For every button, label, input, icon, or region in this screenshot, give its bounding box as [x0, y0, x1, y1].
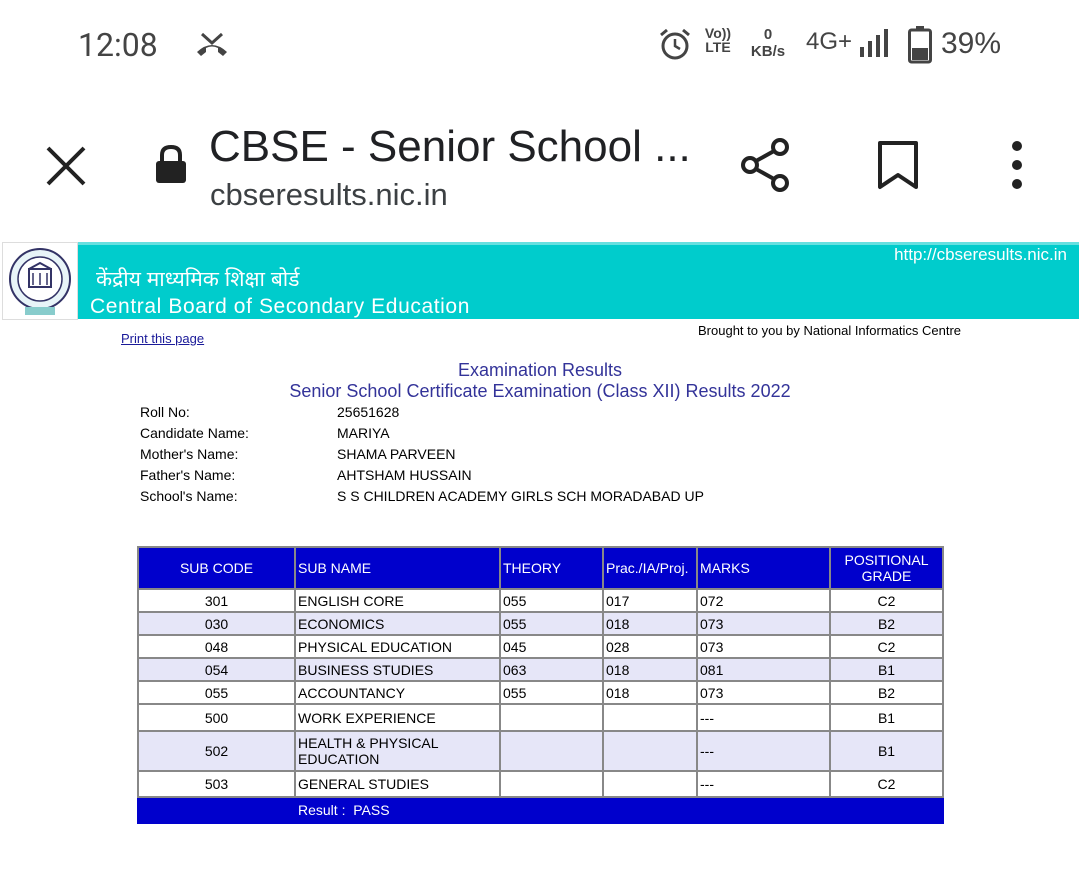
header-sub-name: SUB NAME — [295, 547, 500, 589]
result-label: Result : — [298, 802, 346, 818]
sub-name-cell: PHYSICAL EDUCATION — [295, 635, 500, 658]
header-band — [78, 242, 1079, 319]
network-type: 4G+ — [806, 28, 853, 55]
volte-bottom-text: LTE — [705, 39, 731, 55]
sub-name-cell: BUSINESS STUDIES — [295, 658, 500, 681]
marks-cell: 073 — [697, 612, 830, 635]
header-url[interactable]: http://cbseresults.nic.in — [894, 245, 1067, 264]
candidate-name-label: Candidate Name: — [140, 425, 249, 441]
roll-label: Roll No: — [140, 404, 190, 420]
missed-call-icon — [194, 30, 230, 58]
sub-name-cell: ACCOUNTANCY — [295, 681, 500, 704]
theory-cell: 055 — [500, 589, 603, 612]
result-empty-cell — [138, 797, 295, 823]
sub-code-cell: 055 — [138, 681, 295, 704]
sub-code-cell: 301 — [138, 589, 295, 612]
sub-code-cell: 054 — [138, 658, 295, 681]
status-time: 12:08 — [78, 26, 158, 64]
result-value: PASS — [353, 802, 390, 818]
roll-value: 25651628 — [337, 404, 400, 420]
practical-cell: 018 — [603, 681, 697, 704]
signal-icon — [858, 27, 892, 59]
sub-code-cell: 500 — [138, 704, 295, 731]
marks-cell: --- — [697, 771, 830, 797]
speed-value: 0 — [763, 26, 773, 43]
father-name-label: Father's Name: — [140, 467, 236, 483]
theory-cell — [500, 771, 603, 797]
result-row — [138, 797, 943, 823]
sub-code-cell: 503 — [138, 771, 295, 797]
grade-cell: B1 — [830, 658, 943, 681]
english-title: Central Board of Secondary Education — [90, 295, 470, 318]
share-icon[interactable] — [740, 137, 792, 193]
sub-name-cell: ENGLISH CORE — [295, 589, 500, 612]
result-table — [137, 546, 944, 824]
sub-name-cell: ECONOMICS — [295, 612, 500, 635]
volte-top-text: Vo)) — [704, 25, 732, 41]
battery-icon — [908, 26, 932, 64]
cbse-logo — [2, 242, 78, 320]
sub-code-cell: 030 — [138, 612, 295, 635]
practical-cell: 028 — [603, 635, 697, 658]
page-title[interactable]: CBSE - Senior School ... — [209, 122, 691, 171]
practical-cell — [603, 704, 697, 731]
cbse-emblem-icon — [3, 243, 77, 319]
header-sub-code: SUB CODE — [138, 547, 295, 589]
marks-cell: 073 — [697, 635, 830, 658]
header-theory: THEORY — [500, 547, 603, 589]
bookmark-icon[interactable] — [877, 140, 919, 190]
marks-cell: 081 — [697, 658, 830, 681]
table-row — [138, 635, 943, 658]
table-row — [138, 771, 943, 797]
practical-cell — [603, 731, 697, 771]
grade-cell: B1 — [830, 704, 943, 731]
school-name-value: S S CHILDREN ACADEMY GIRLS SCH MORADABAD UP — [337, 488, 704, 504]
grade-cell: B2 — [830, 681, 943, 704]
theory-cell — [500, 731, 603, 771]
exam-subtitle: Senior School Certificate Examination (Class XII) Results 2022 — [289, 381, 791, 401]
marks-cell: 073 — [697, 681, 830, 704]
table-row — [138, 612, 943, 635]
grade-cell: C2 — [830, 771, 943, 797]
nic-credit: Brought to you by National Informatics Centre — [698, 323, 962, 338]
theory-cell: 063 — [500, 658, 603, 681]
table-row — [138, 731, 943, 771]
sub-name-cell: HEALTH & PHYSICAL EDUCATION — [295, 731, 500, 771]
theory-cell: 055 — [500, 681, 603, 704]
practical-cell — [603, 771, 697, 797]
sub-name-cell: WORK EXPERIENCE — [295, 704, 500, 731]
table-row — [138, 589, 943, 612]
sub-code-cell: 502 — [138, 731, 295, 771]
marks-cell: 072 — [697, 589, 830, 612]
marks-cell: --- — [697, 704, 830, 731]
table-header-row — [138, 547, 943, 589]
sub-name-cell: GENERAL STUDIES — [295, 771, 500, 797]
table-row — [138, 681, 943, 704]
status-bar — [0, 0, 1080, 90]
theory-cell: 045 — [500, 635, 603, 658]
theory-cell: 055 — [500, 612, 603, 635]
theory-cell — [500, 704, 603, 731]
more-options-icon[interactable] — [1003, 140, 1031, 190]
header-practical: Prac./IA/Proj. — [603, 547, 697, 589]
battery-percent: 39% — [941, 27, 1002, 60]
marks-cell: --- — [697, 731, 830, 771]
network-speed — [748, 26, 788, 60]
candidate-name-value: MARIYA — [337, 425, 390, 441]
print-link[interactable]: Print this page — [121, 331, 205, 346]
url-text[interactable]: cbseresults.nic.in — [210, 177, 448, 212]
practical-cell: 018 — [603, 658, 697, 681]
table-row — [138, 704, 943, 731]
mother-name-label: Mother's Name: — [140, 446, 239, 462]
grade-cell: B1 — [830, 731, 943, 771]
school-name-label: School's Name: — [140, 488, 238, 504]
result-cell — [295, 797, 943, 823]
volte-icon — [703, 26, 733, 54]
grade-cell: C2 — [830, 635, 943, 658]
site-header — [2, 242, 1079, 320]
grade-cell: C2 — [830, 589, 943, 612]
header-grade: POSITIONAL GRADE — [830, 547, 943, 589]
header-marks: MARKS — [697, 547, 830, 589]
speed-unit: KB/s — [750, 43, 786, 60]
exam-title: Examination Results — [457, 360, 623, 380]
practical-cell: 017 — [603, 589, 697, 612]
table-row — [138, 658, 943, 681]
mother-name-value: SHAMA PARVEEN — [337, 446, 456, 462]
lock-icon[interactable] — [154, 143, 188, 185]
grade-cell: B2 — [830, 612, 943, 635]
close-icon[interactable] — [45, 145, 87, 187]
hindi-title: केंद्रीय माध्यमिक शिक्षा बोर्ड — [96, 268, 300, 291]
father-name-value: AHTSHAM HUSSAIN — [337, 467, 472, 483]
sub-code-cell: 048 — [138, 635, 295, 658]
alarm-icon — [658, 27, 692, 61]
practical-cell: 018 — [603, 612, 697, 635]
